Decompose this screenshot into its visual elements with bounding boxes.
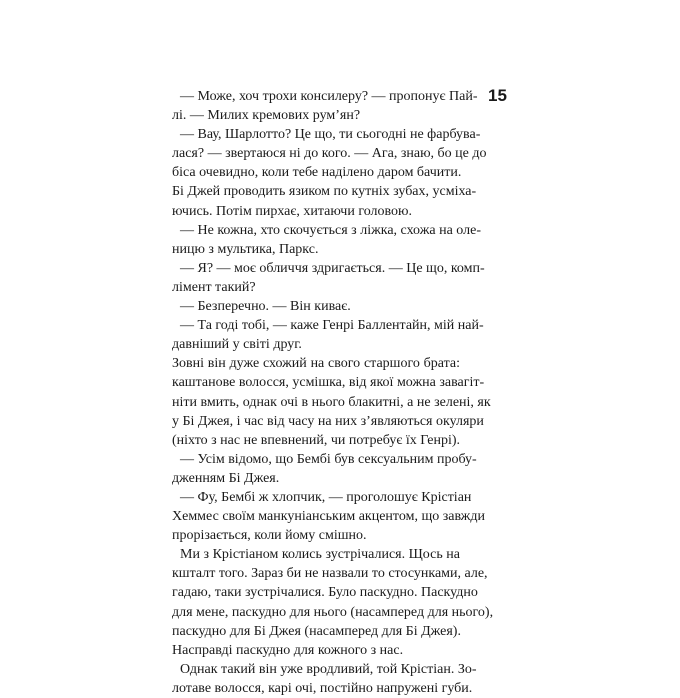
text-line: — Та годі тобі, — каже Генрі Баллентайн, мій най- xyxy=(180,318,484,334)
text-line: дженням Бі Джея. xyxy=(172,470,280,486)
text-line: ючись. Потім пирхає, хитаючи головою. xyxy=(172,203,412,219)
text-line: каштанове волосся, усмішка, від якої можна завагіт- xyxy=(172,375,485,391)
text-line: (ніхто з нас не впевнений, чи потребує їх Генрі). xyxy=(172,432,461,448)
text-line: ніти вмить, однак очі в нього блакитні, а не зелені, як xyxy=(172,394,491,410)
text-line: лімент такий? xyxy=(172,279,256,295)
text-line: лі. — Милих кремових рум’ян? xyxy=(172,108,361,124)
text-line: Зовні він дуже схожий на свого старшого брата: xyxy=(172,356,460,372)
text-line: кшталт того. Зараз би не назвали то стосунками, але, xyxy=(172,566,488,582)
text-line: — Вау, Шарлотто? Це що, ти сьогодні не фарбува- xyxy=(180,127,481,143)
text-line: Однак такий він уже вродливий, той Крістіан. Зо- xyxy=(180,661,477,677)
body-text xyxy=(172,87,494,698)
text-line: паскудно для Бі Джея (насамперед для Бі Джея). xyxy=(172,623,461,639)
text-line: у Бі Джея, і час від часу на них з’являються окуляри xyxy=(172,413,484,429)
page-number: 15 xyxy=(488,86,507,105)
text-line: — Може, хоч трохи консилеру? — пропонує Пай- xyxy=(180,89,478,104)
text-line: — Фу, Бембі ж хлопчик, — проголошує Крістіан xyxy=(180,489,472,505)
text-line: Ми з Крістіаном колись зустрічалися. Щось на xyxy=(180,547,460,563)
text-line: лотаве волосся, карі очі, постійно напружені губи. xyxy=(172,680,473,696)
text-line: Хеммес своїм манкуніанським акцентом, що завжди xyxy=(172,509,485,525)
text-line: — Усім відомо, що Бембі був сексуальним пробу- xyxy=(180,451,477,467)
text-line: — Не кожна, хто скочується з ліжка, схожа на оле- xyxy=(180,222,481,238)
text-line: прорізається, коли йому смішно. xyxy=(172,528,367,544)
text-line: Насправді паскудно для кожного з нас. xyxy=(172,642,404,658)
text-line: — Безперечно. — Він киває. xyxy=(180,299,351,315)
text-line: лася? — звертаюся ні до кого. — Ага, знаю, бо це до xyxy=(172,146,487,162)
text-line: давніший у світі друг. xyxy=(172,337,302,353)
text-line: для мене, паскудно для нього (насамперед для нього), xyxy=(172,604,494,620)
text-line: біса очевидно, коли тебе наділено даром бачити. xyxy=(172,165,462,181)
text-line: гадаю, таки зустрічалися. Було паскудно. Паскудно xyxy=(172,585,478,601)
text-line: — Я? — моє обличчя здригається. — Це що, комп- xyxy=(180,260,485,276)
text-line: ницю з мультика, Паркс. xyxy=(172,241,319,257)
text-line: Бі Джей проводить язиком по кутніх зубах, усміха- xyxy=(172,184,477,200)
